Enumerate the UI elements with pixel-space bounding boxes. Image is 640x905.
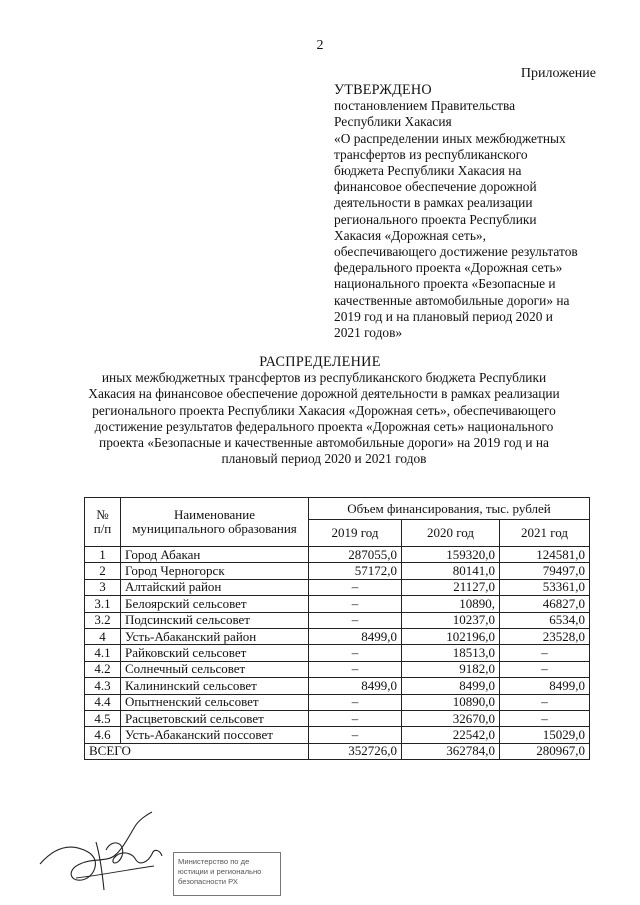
row-2021: 6534,0 (500, 612, 590, 628)
approval-heading: УТВЕРЖДЕНО (334, 82, 432, 98)
table-row (85, 547, 590, 563)
header-number-line1: № (96, 507, 109, 522)
header-2020: 2020 год (402, 520, 500, 547)
row-number: 2 (85, 563, 121, 579)
row-2019: – (309, 727, 402, 743)
row-2020: 22542,0 (402, 727, 500, 743)
appendix-label: Приложение (520, 66, 596, 81)
row-2020: 32670,0 (402, 710, 500, 726)
row-name: Алтайский район (121, 579, 309, 595)
approval-line: Республики Хакасия (334, 114, 452, 130)
row-2020: 80141,0 (402, 563, 500, 579)
approval-line: бюджета Республики Хакасия на (334, 163, 522, 179)
table-row (85, 579, 590, 595)
row-2020: 9182,0 (402, 661, 500, 677)
row-number: 1 (85, 547, 121, 563)
row-name: Опытненский сельсовет (121, 694, 309, 710)
row-number: 4.1 (85, 645, 121, 661)
subtitle-line: плановый период 2020 и 2021 годов (221, 451, 427, 467)
row-name: Город Абакан (121, 547, 309, 563)
table-row (85, 628, 590, 644)
row-2021: – (500, 694, 590, 710)
table-body (85, 547, 590, 744)
header-2019: 2019 год (309, 520, 402, 547)
total-2020: 362784,0 (402, 743, 500, 759)
row-2019: 57172,0 (309, 563, 402, 579)
row-number: 4.3 (85, 678, 121, 694)
row-2021: 8499,0 (500, 678, 590, 694)
approval-block (334, 82, 604, 341)
table-row (85, 661, 590, 677)
row-2020: 159320,0 (402, 547, 500, 563)
subtitle-line: достижение результатов федерального проекта «Дорожная сеть» национального (94, 418, 554, 434)
table-header-row (85, 498, 590, 520)
row-2021: 46827,0 (500, 596, 590, 612)
table-row (85, 563, 590, 579)
row-2020: 18513,0 (402, 645, 500, 661)
approval-line: 2021 годов» (334, 325, 403, 341)
table-total-row (85, 743, 590, 759)
row-number: 4.4 (85, 694, 121, 710)
funding-table (84, 497, 590, 760)
approval-line: деятельности в рамках реализации (334, 195, 533, 211)
row-number: 4.6 (85, 727, 121, 743)
row-2020: 21127,0 (402, 579, 500, 595)
row-2020: 10237,0 (402, 612, 500, 628)
total-label: ВСЕГО (85, 743, 309, 759)
row-name: Калининский сельсовет (121, 678, 309, 694)
row-2021: – (500, 710, 590, 726)
row-name: Солнечный сельсовет (121, 661, 309, 677)
approval-line: федерального проекта «Дорожная сеть» (334, 260, 563, 276)
row-2019: – (309, 579, 402, 595)
row-2019: 8499,0 (309, 678, 402, 694)
table-row (85, 596, 590, 612)
row-number: 4 (85, 628, 121, 644)
document-subtitle (84, 370, 564, 468)
row-2020: 102196,0 (402, 628, 500, 644)
header-volume: Объем финансирования, тыс. рублей (309, 498, 590, 520)
stamp-line: Министерство по де (178, 857, 250, 866)
table-row (85, 645, 590, 661)
registration-stamp (173, 852, 281, 896)
row-2020: 8499,0 (402, 678, 500, 694)
header-2021: 2021 год (500, 520, 590, 547)
row-number: 3.1 (85, 596, 121, 612)
row-2020: 10890,0 (402, 694, 500, 710)
row-2019: – (309, 596, 402, 612)
header-name (121, 498, 309, 547)
header-name-line1: Наименование (174, 507, 255, 522)
stamp-line: юстиции и регионально (178, 867, 262, 876)
row-2021: – (500, 661, 590, 677)
subtitle-line: проекта «Безопасные и качественные автомобильные дороги» на 2019 год и на (99, 435, 549, 451)
row-number: 4.5 (85, 710, 121, 726)
header-number-line2: п/п (93, 521, 112, 536)
stamp-line: безопасности РХ (178, 877, 238, 886)
approval-line: 2019 год и на плановый период 2020 и (334, 308, 553, 324)
approval-line: регионального проекта Республики (334, 211, 537, 227)
row-name: Белоярский сельсовет (121, 596, 309, 612)
row-number: 3.2 (85, 612, 121, 628)
row-name: Усть-Абаканский поссовет (121, 727, 309, 743)
approval-line: национального проекта «Безопасные и (334, 276, 556, 292)
table-row (85, 727, 590, 743)
row-2021: 23528,0 (500, 628, 590, 644)
table-row (85, 710, 590, 726)
subtitle-line: Хакасия на финансовое обеспечение дорожной деятельности в рамках реализации (88, 386, 560, 402)
row-2021: 124581,0 (500, 547, 590, 563)
row-2019: – (309, 710, 402, 726)
row-2021: 53361,0 (500, 579, 590, 595)
subtitle-line: регионального проекта Республики Хакасия «Дорожная сеть», обеспечивающего (92, 402, 556, 418)
row-2019: – (309, 645, 402, 661)
header-name-line2: муниципального образования (132, 521, 297, 536)
row-2019: – (309, 661, 402, 677)
approval-line: постановлением Правительства (334, 98, 516, 114)
approval-line: Хакасия «Дорожная сеть», (334, 227, 486, 243)
subtitle-line: иных межбюджетных трансфертов из республиканского бюджета Республики (101, 370, 547, 385)
approval-line: качественные автомобильные дороги» на (334, 292, 570, 308)
row-name: Расцветовский сельсовет (121, 710, 309, 726)
row-number: 4.2 (85, 661, 121, 677)
row-name: Райковский сельсовет (121, 645, 309, 661)
table-row (85, 612, 590, 628)
row-name: Город Черногорск (121, 563, 309, 579)
approval-line: обеспечивающего достижение результатов (334, 244, 578, 260)
row-2019: – (309, 612, 402, 628)
total-2019: 352726,0 (309, 743, 402, 759)
row-2020: 10890, (402, 596, 500, 612)
row-number: 3 (85, 579, 121, 595)
row-2021: 79497,0 (500, 563, 590, 579)
row-name: Подсинский сельсовет (121, 612, 309, 628)
handwritten-signature (36, 808, 176, 898)
row-2021: – (500, 645, 590, 661)
header-number (85, 498, 121, 547)
approval-line: трансфертов из республиканского (334, 146, 528, 162)
row-2019: 8499,0 (309, 628, 402, 644)
row-name: Усть-Абаканский район (121, 628, 309, 644)
row-2019: 287055,0 (309, 547, 402, 563)
table-row (85, 678, 590, 694)
row-2021: 15029,0 (500, 727, 590, 743)
total-2021: 280967,0 (500, 743, 590, 759)
document-title: РАСПРЕДЕЛЕНИЕ (259, 354, 381, 370)
row-2019: – (309, 694, 402, 710)
approval-line: «О распределении иных межбюджетных (334, 130, 566, 146)
approval-line: финансовое обеспечение дорожной (334, 179, 537, 195)
table-row (85, 694, 590, 710)
page-number: 2 (316, 38, 324, 53)
